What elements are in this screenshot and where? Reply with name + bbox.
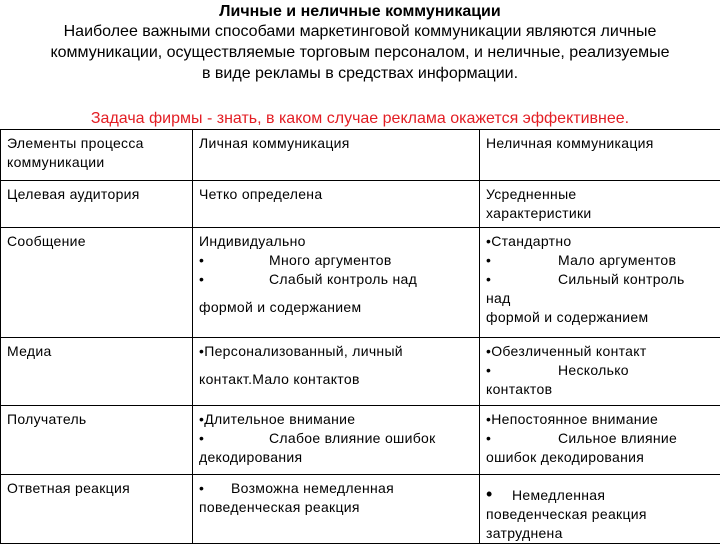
bullet-icon: • (199, 270, 269, 289)
message-personal: Индивидуально • Много аргументов • Слабый контроль над формой и содержанием (193, 228, 480, 338)
communication-comparison-table (0, 129, 720, 544)
intro-text (6, 21, 714, 84)
audience-personal: Четко определена (193, 181, 480, 228)
table-row-header (1, 130, 720, 181)
header-cell-personal: Личная коммуникация (193, 130, 480, 181)
task-statement: Задача фирмы - знать, в каком случае реклама окажется эффективнее. (0, 109, 720, 129)
intro-line-3: в виде рекламы в средствах информации. (6, 63, 714, 84)
list-item: • Несколько (486, 361, 715, 380)
bullet-icon: • (199, 251, 269, 270)
bullet-icon: • (486, 361, 558, 380)
bullet-icon: • (199, 429, 269, 448)
intro-line-2: коммуникации, осуществляемые торговым персоналом, и неличные, реализуемые (6, 42, 714, 63)
list-item: • Много аргументов (199, 251, 473, 270)
table-row-response (1, 475, 720, 544)
table-row-receiver (1, 406, 720, 475)
bullet-icon: • (486, 429, 558, 448)
receiver-nonpersonal: •Непостоянное внимание • Сильное влияние ошибок декодирования (480, 406, 720, 475)
bullet-icon: • (486, 485, 512, 504)
row-label-media: Медиа (1, 338, 193, 406)
audience-nonpersonal: Усредненные характеристики (480, 181, 720, 228)
media-nonpersonal: •Обезличенный контакт • Несколько контактов (480, 338, 720, 406)
bullet-icon: • (486, 251, 558, 270)
list-item: • Слабый контроль над (199, 270, 473, 289)
receiver-personal: •Длительное внимание • Слабое влияние ошибок декодирования (193, 406, 480, 475)
table-row-media (1, 338, 720, 406)
table-row-message (1, 228, 720, 338)
header-cell-nonpersonal: Неличная коммуникация (480, 130, 720, 181)
response-nonpersonal: • Немедленная поведенческая реакция затруднена (480, 475, 720, 544)
list-item: • Немедленная (486, 485, 715, 505)
bullet-icon: • (486, 270, 558, 289)
table-row-audience (1, 181, 720, 228)
page-title: Личные и неличные коммуникации (0, 3, 720, 21)
list-item: • Возможна немедленная (199, 479, 473, 498)
response-personal: • Возможна немедленная поведенческая реакция (193, 475, 480, 544)
media-personal: •Персонализованный, личный контакт.Мало контактов (193, 338, 480, 406)
row-label-message: Сообщение (1, 228, 193, 338)
row-label-receiver: Получатель (1, 406, 193, 475)
list-item: • Сильное влияние (486, 429, 715, 448)
row-label-audience: Целевая аудитория (1, 181, 193, 228)
list-item: • Слабое влияние ошибок (199, 429, 473, 448)
message-nonpersonal: •Стандартно • Мало аргументов • Сильный контроль над формой и содержанием (480, 228, 720, 338)
row-label-response: Ответная реакция (1, 475, 193, 544)
intro-line-1: Наиболее важными способами маркетинговой коммуникации являются личные (6, 21, 714, 42)
list-item: • Сильный контроль (486, 270, 715, 289)
list-item: • Мало аргументов (486, 251, 715, 270)
header-cell-elements: Элементы процесса коммуникации (1, 130, 193, 181)
bullet-icon: • (199, 479, 231, 498)
